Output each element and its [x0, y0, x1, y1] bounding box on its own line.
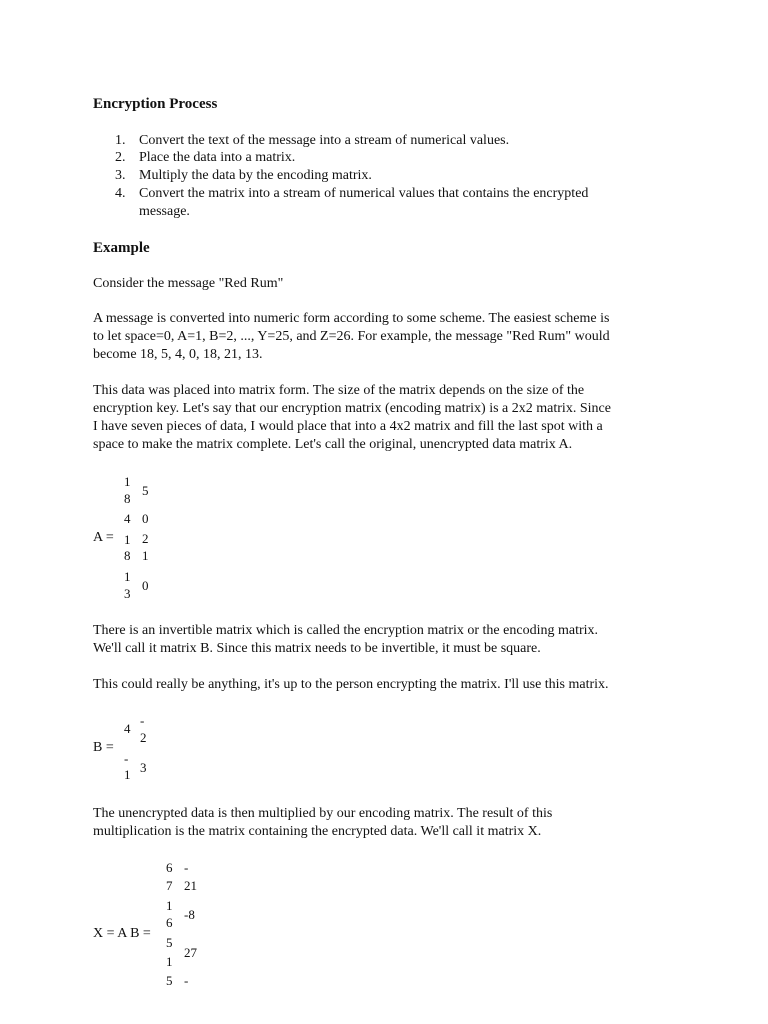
list-number: 4. — [115, 186, 126, 201]
matrix-a-entry: 3 — [124, 586, 131, 601]
matrix-x-entry: 21 — [184, 878, 197, 893]
matrix-b-entry: 1 — [124, 767, 131, 782]
paragraph-line: encryption key. Let's say that our encryption matrix (encoding matrix) is a 2x2 matrix. Since — [93, 401, 611, 416]
paragraph-line: This could really be anything, it's up to the person encrypting the matrix. I'll use this matrix. — [93, 677, 609, 692]
matrix-x-label: X = A B = — [93, 926, 151, 941]
section-heading: Encryption Process — [93, 96, 218, 112]
matrix-a-entry: 1 — [124, 569, 131, 584]
paragraph-line: There is an invertible matrix which is called the encryption matrix or the encoding matrix. — [93, 623, 599, 638]
matrix-a-label: A = — [93, 530, 114, 545]
paragraph-line: We'll call it matrix B. Since this matrix needs to be invertible, it must be square. — [93, 641, 541, 656]
list-item: Place the data into a matrix. — [139, 150, 296, 165]
matrix-x-entry: 6 — [166, 860, 173, 875]
matrix-b-entry: 4 — [124, 721, 131, 736]
matrix-b-entry: 3 — [140, 760, 147, 775]
matrix-x-entry: 27 — [184, 945, 197, 960]
example-heading: Example — [93, 240, 150, 256]
matrix-a-entry: 1 — [124, 532, 131, 547]
matrix-x-entry: -8 — [184, 907, 195, 922]
matrix-b-label: B = — [93, 740, 114, 755]
consider-line: Consider the message "Red Rum" — [93, 276, 284, 291]
matrix-a-entry: 5 — [142, 483, 149, 498]
paragraph-line: This data was placed into matrix form. The size of the matrix depends on the size of the — [93, 383, 585, 398]
matrix-x-entry: 1 — [166, 954, 173, 969]
matrix-a-entry: 8 — [124, 491, 131, 506]
matrix-x-entry: - — [184, 973, 189, 988]
list-item: Convert the matrix into a stream of numerical values that contains the encrypted — [139, 186, 589, 201]
list-item-continuation: message. — [139, 204, 190, 219]
matrix-a-entry: 1 — [124, 474, 131, 489]
paragraph-line: space to make the matrix complete. Let's call the original, unencrypted data matrix A. — [93, 437, 573, 452]
list-number: 3. — [115, 168, 126, 183]
matrix-x-entry: 5 — [166, 973, 173, 988]
paragraph-line: I have seven pieces of data, I would place that into a 4x2 matrix and fill the last spot with a — [93, 419, 603, 434]
list-number: 1. — [115, 133, 126, 148]
matrix-a-entry: 4 — [124, 511, 131, 526]
paragraph-line: A message is converted into numeric form according to some scheme. The easiest scheme is — [93, 311, 610, 326]
matrix-b-entry: - — [140, 713, 145, 728]
paragraph-line: to let space=0, A=1, B=2, ..., Y=25, and Z=26. For example, the message "Red Rum" would — [93, 329, 610, 344]
matrix-a-entry: 1 — [142, 548, 149, 563]
matrix-x-entry: 5 — [166, 935, 173, 950]
list-number: 2. — [115, 150, 126, 165]
paragraph-line: The unencrypted data is then multiplied by our encoding matrix. The result of this — [93, 806, 553, 821]
matrix-a-entry: 8 — [124, 548, 131, 563]
list-item: Multiply the data by the encoding matrix. — [139, 168, 372, 183]
matrix-a-entry: 0 — [142, 578, 149, 593]
list-item: Convert the text of the message into a stream of numerical values. — [139, 133, 510, 148]
matrix-b-entry: 2 — [140, 730, 147, 745]
matrix-x-entry: 1 — [166, 898, 173, 913]
matrix-x-entry: - — [184, 860, 189, 875]
paragraph-line: multiplication is the matrix containing the encrypted data. We'll call it matrix X. — [93, 824, 542, 839]
matrix-b-entry: - — [124, 751, 129, 766]
matrix-a-entry: 0 — [142, 511, 149, 526]
matrix-x-entry: 7 — [166, 878, 173, 893]
matrix-a-entry: 2 — [142, 531, 149, 546]
paragraph-line: become 18, 5, 4, 0, 18, 21, 13. — [93, 347, 263, 362]
matrix-x-entry: 6 — [166, 915, 173, 930]
